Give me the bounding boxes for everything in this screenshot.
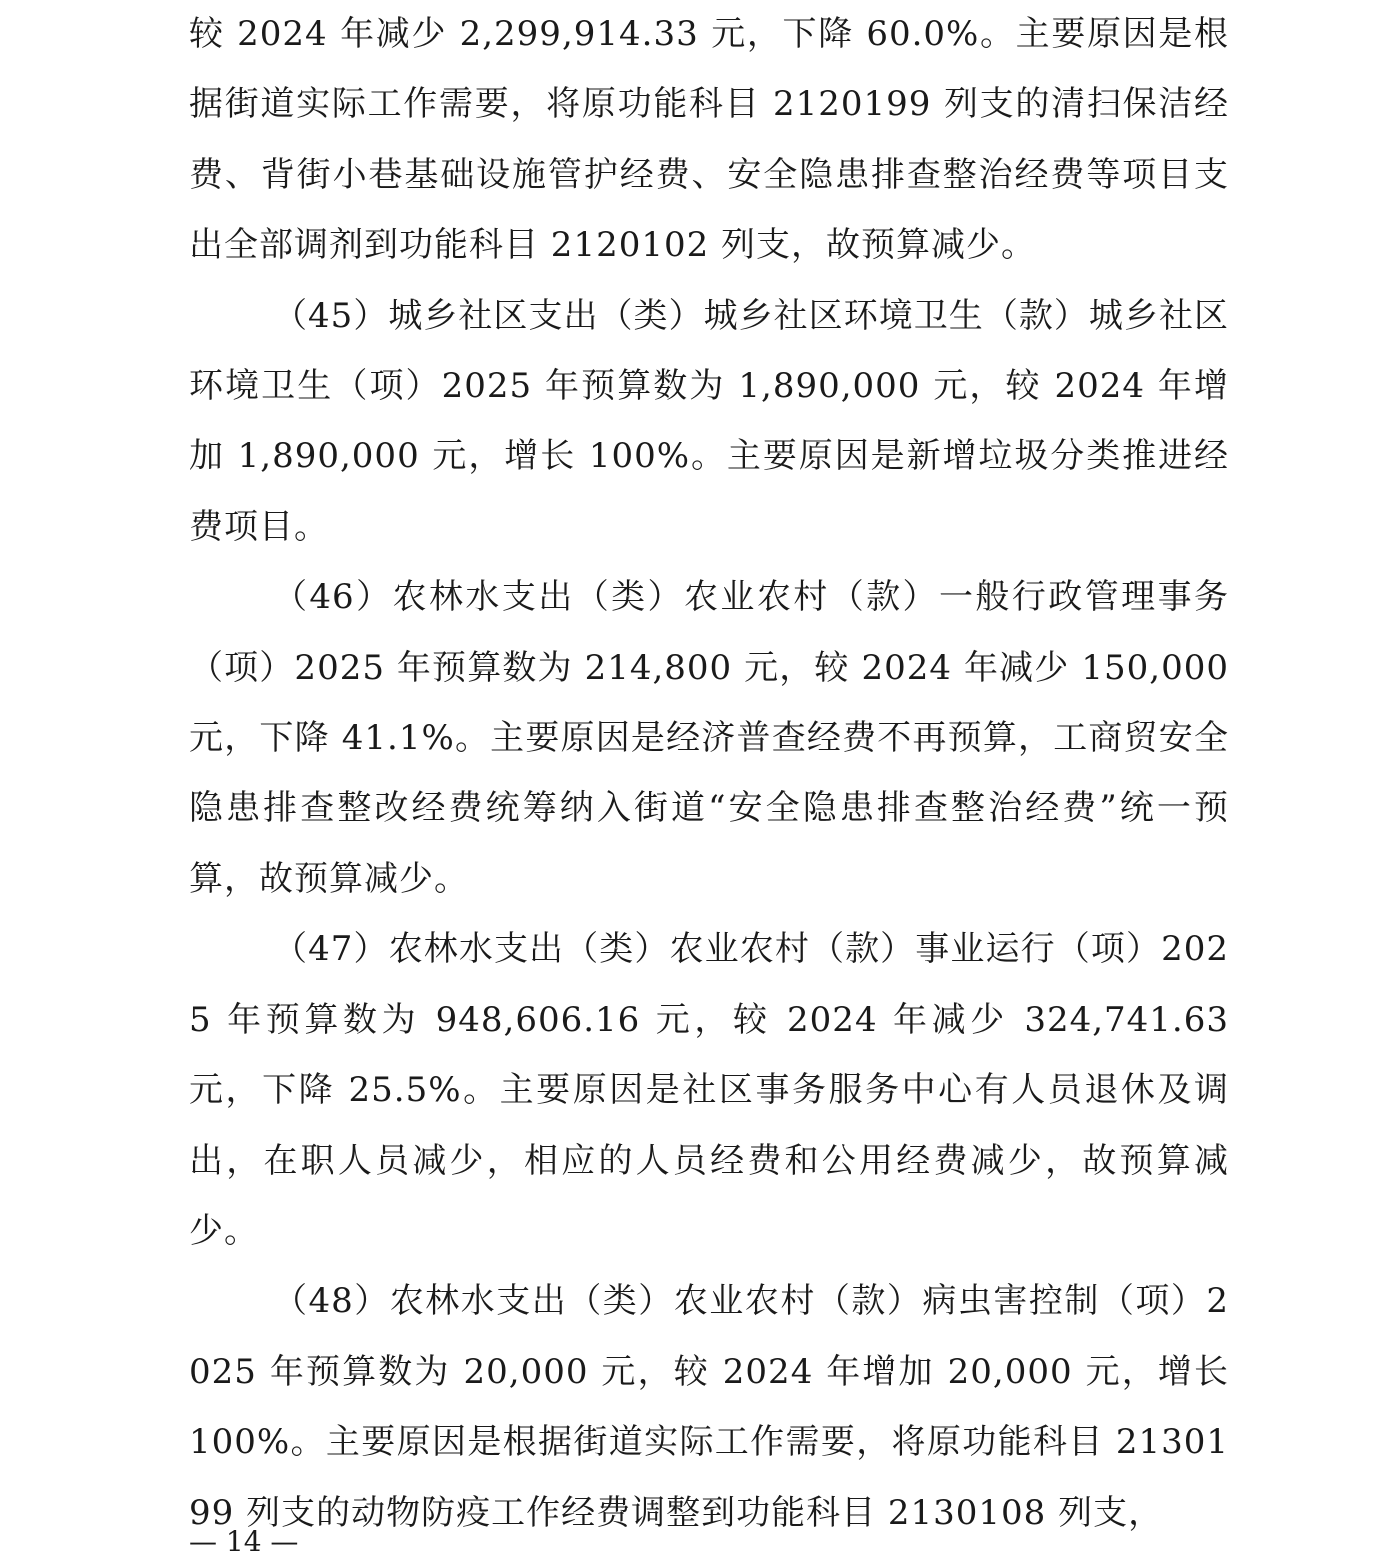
paragraph-48: （48）农林水支出（类）农业农村（款）病虫害控制（项）2025 年预算数为 20,000 元，较 2024 年增加 20,000 元，增长 100%。主要原因是根据街道实际工作需要，将原功能科目 2130199 列支的动物防疫工作经费调整到功能科目 2130108 列支， [189,1281,1229,1533]
paragraph-continuation: 较 2024 年减少 2,299,914.33 元，下降 60.0%。主要原因是根据街道实际工作需要，将原功能科目 2120199 列支的清扫保洁经费、背街小巷基础设施管护经费、安全隐患排查整治经费等项目支出全部调剂到功能科目 2120102 列支，故预算减少。 [189,14,1229,266]
document-body [189,0,1229,1548]
paragraph-46: （46）农林水支出（类）农业农村（款）一般行政管理事务（项）2025 年预算数为 214,800 元，较 2024 年减少 150,000 元，下降 41.1%。主要原因是经济普查经费不再预算，工商贸安全隐患排查整改经费统筹纳入街道“安全隐患排查整治经费”统一预算，故预算减少。 [189,577,1229,899]
page-number: — 14 — [189,1525,299,1558]
paragraph-47: （47）农林水支出（类）农业农村（款）事业运行（项）2025 年预算数为 948,606.16 元，较 2024 年减少 324,741.63 元，下降 25.5%。主要原因是社区事务服务中心有人员退休及调出，在职人员减少，相应的人员经费和公用经费减少，故预算减少。 [189,929,1229,1251]
paragraph-45: （45）城乡社区支出（类）城乡社区环境卫生（款）城乡社区环境卫生（项）2025 年预算数为 1,890,000 元，较 2024 年增加 1,890,000 元，增长 100%。主要原因是新增垃圾分类推进经费项目。 [189,295,1229,547]
